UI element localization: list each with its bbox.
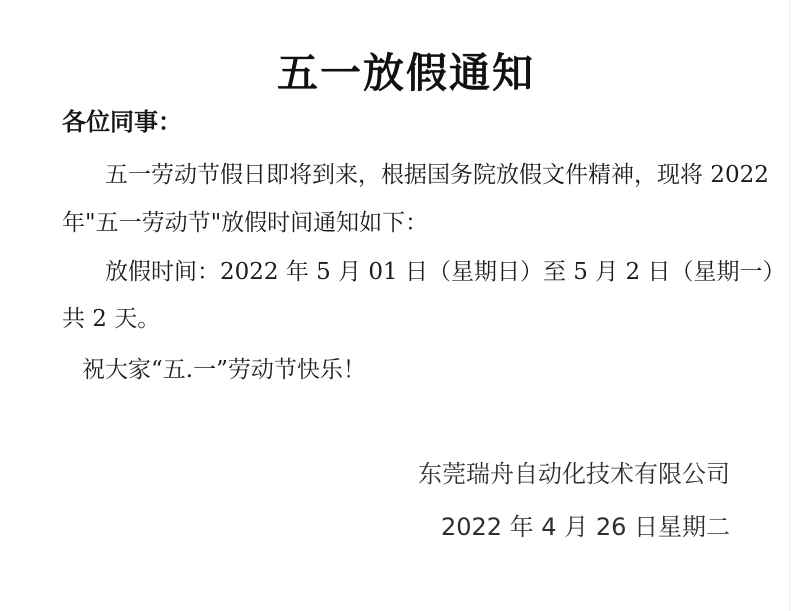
body-line-4-total-days: 共 2 天。	[62, 306, 161, 332]
page-edge-line	[789, 0, 790, 611]
signature-date: 2022 年 4 月 26 日星期二	[440, 513, 730, 541]
body-line-5-wishes: 祝大家“五.一”劳动节快乐！	[82, 357, 366, 383]
body-line-2: 年"五一劳动节"放假时间通知如下：	[62, 210, 429, 236]
signature-company-name: 东莞瑞舟自动化技术有限公司	[418, 460, 730, 488]
notice-title: 五一放假通知	[277, 49, 535, 97]
body-line-3-holiday-dates: 放假时间：2022 年 5 月 01 日（星期日）至 5 月 2 日（星期一）	[105, 259, 786, 285]
salutation-line: 各位同事：	[62, 107, 182, 136]
body-line-1: 五一劳动节假日即将到来，根据国务院放假文件精神，现将 2022	[105, 162, 769, 188]
